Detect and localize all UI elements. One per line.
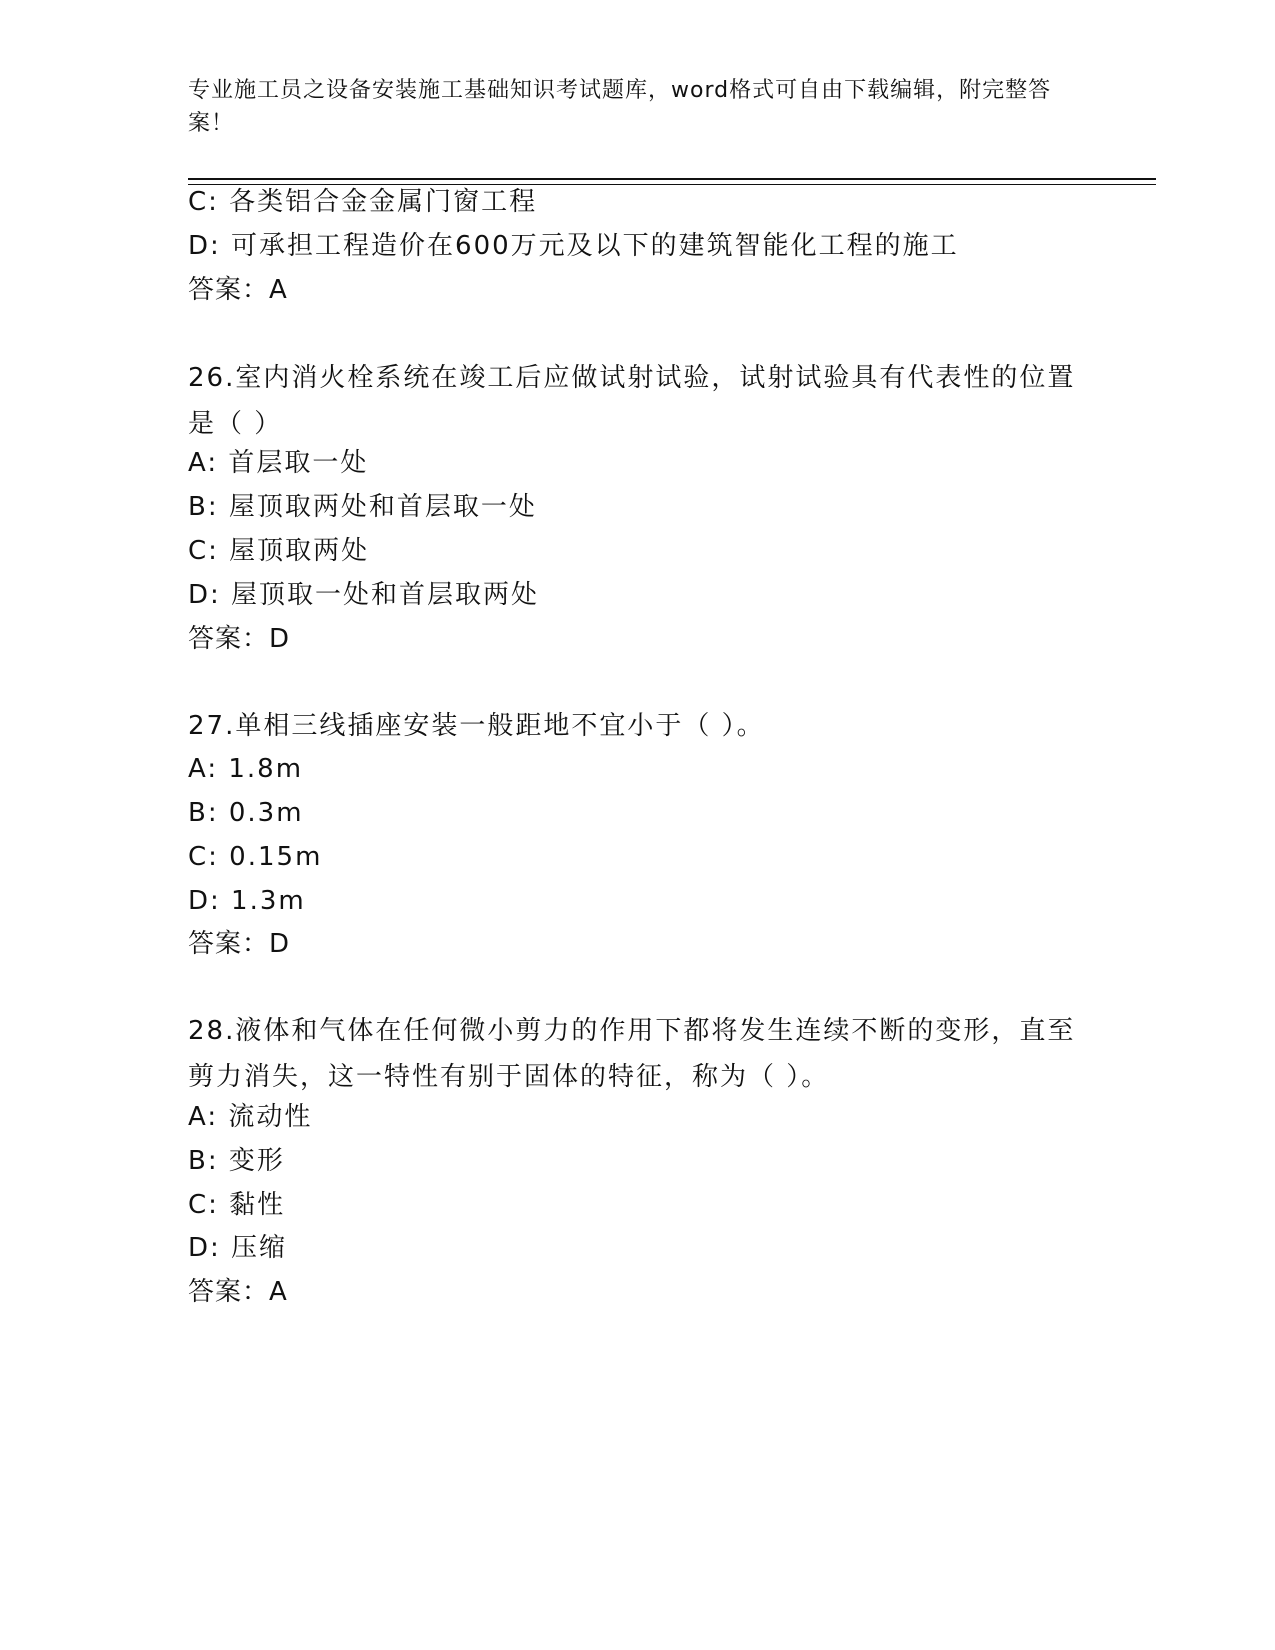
answer-line: 答案：D (188, 624, 291, 654)
option-a: A: 首层取一处 (188, 448, 369, 478)
header-rule-thick (188, 178, 1156, 180)
answer-line: 答案：A (188, 1277, 288, 1307)
option-c: C: 0.15m (188, 842, 323, 872)
option-a: A: 1.8m (188, 754, 304, 784)
option-b: B: 0.3m (188, 798, 304, 828)
option-b: B: 屋顶取两处和首层取一处 (188, 492, 537, 522)
option-b: B: 变形 (188, 1146, 285, 1176)
question-stem-27: 27.单相三线插座安装一般距地不宜小于（ ）。 (188, 711, 765, 741)
answer-line: 答案：D (188, 929, 291, 959)
answer-line: 答案：A (188, 275, 288, 305)
question-stem-28: 28.液体和气体在任何微小剪力的作用下都将发生连续不断的变形，直至剪力消失，这一特性有别于固体的特征，称为（ ）。 (188, 1016, 1076, 1092)
option-d: D: 压缩 (188, 1233, 288, 1263)
option-c: C: 黏性 (188, 1190, 286, 1220)
option-d: D: 屋顶取一处和首层取两处 (188, 580, 540, 610)
option-d: D: 1.3m (188, 886, 306, 916)
document-header: 专业施工员之设备安装施工基础知识考试题库，word格式可自由下载编辑，附完整答案！ (188, 78, 1052, 136)
question-stem-26: 26.室内消火栓系统在竣工后应做试射试验，试射试验具有代表性的位置是（ ） (188, 363, 1076, 439)
option-c: C: 屋顶取两处 (188, 536, 370, 566)
option-a: A: 流动性 (188, 1102, 313, 1132)
option-c: C: 各类铝合金金属门窗工程 (188, 187, 538, 217)
option-d: D: 可承担工程造价在600万元及以下的建筑智能化工程的施工 (188, 231, 959, 261)
